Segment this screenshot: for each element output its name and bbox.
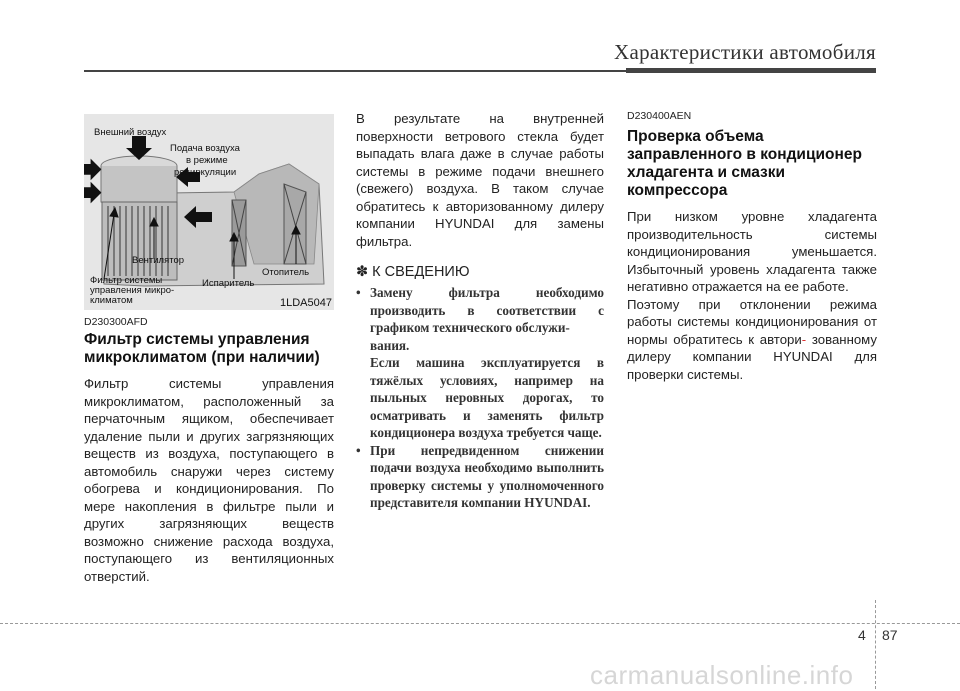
section-paragraph: Фильтр системы управления микроклиматом, расположенный за перчаточным ящиком, обеспечивает удаление пыли и других загрязняющих веществ из воздуха, поступающего в автомобиль снаружи через систему обогрева и кондиционирования. По мере накопления в фильтре пыли и других загрязняющих веществ возможно снижение расхода воздуха, поступающего из вентиляционных отверстий. [84, 376, 334, 584]
note-item-1: • Замену фильтра необходимо производить в соответствии с графиком технического обслужи- вания. Если машина эксплуатируется в тяжёлых условиях, например на пыльных неровных дорогах, то осматривать и заменять фильтр кондиционера воздуха требуется чаще. [356, 284, 604, 442]
footer-divider [875, 600, 876, 689]
footer-rule [0, 623, 960, 624]
label-heater: Отопитель [262, 267, 310, 278]
section-heading: Фильтр системы управления микроклиматом (при наличии) [84, 331, 320, 366]
note-heading: ✽ К СВЕДЕНИЮ [356, 264, 470, 280]
page-number: 87 [882, 627, 898, 643]
label-recirc-1: Подача воздуха [170, 143, 240, 154]
label-fan: Вентилятор [132, 255, 185, 266]
middle-paragraph: В результате на внутренней поверхности ветрового стекла будет выпадать влага даже в случае работы системы в режиме подачи внешнего (свежего) воздуха. В таком случае обратитесь к авторизованному дилеру компании HYUNDAI для замены фильтра. [356, 111, 604, 249]
note-item-2: • При непредвиденном снижении подачи воздуха необходимо выполнить проверку системы у уполномоченного представителя компании HYUNDAI. [356, 442, 604, 512]
middle-column [356, 110, 604, 512]
page-section: 4 [858, 627, 866, 643]
label-filter-3: климатом [90, 295, 133, 306]
header-rule-accent [626, 68, 876, 73]
label-recirc-3: рециркуляции [174, 167, 237, 178]
watermark: carmanualsonline.info [590, 660, 854, 690]
hvac-diagram [84, 114, 334, 310]
right-paragraph-1: При низком уровне хладагента производительность системы кондиционирования уменьшается. Избыточный уровень хладагента также негативно отражается на ее работе. [627, 209, 877, 294]
label-evaporator: Испаритель [202, 278, 255, 289]
note-block [356, 284, 604, 512]
section-heading-2: Проверка объема заправленного в кондиционер хладагента и смазки компрессора [627, 128, 862, 199]
figure-code: 1LDA5047 [280, 297, 332, 309]
label-outside-air: Внешний воздух [94, 127, 167, 138]
label-filter-2: управления микро- [90, 285, 175, 296]
left-column [84, 316, 334, 585]
section-code-2: D230400AEN [627, 110, 692, 122]
right-paragraph-2: Поэтому при отклонении режима работы системы кондиционирования от нормы обратитесь к автори- зованному дилеру компании HYUNDAI для проверки системы. [627, 296, 877, 382]
right-column [627, 110, 877, 383]
section-code: D230300AFD [84, 316, 148, 328]
header-title: Характеристики автомобиля [614, 40, 876, 64]
label-recirc-2: в режиме [186, 155, 228, 166]
label-filter-1: Фильтр системы [90, 275, 163, 286]
